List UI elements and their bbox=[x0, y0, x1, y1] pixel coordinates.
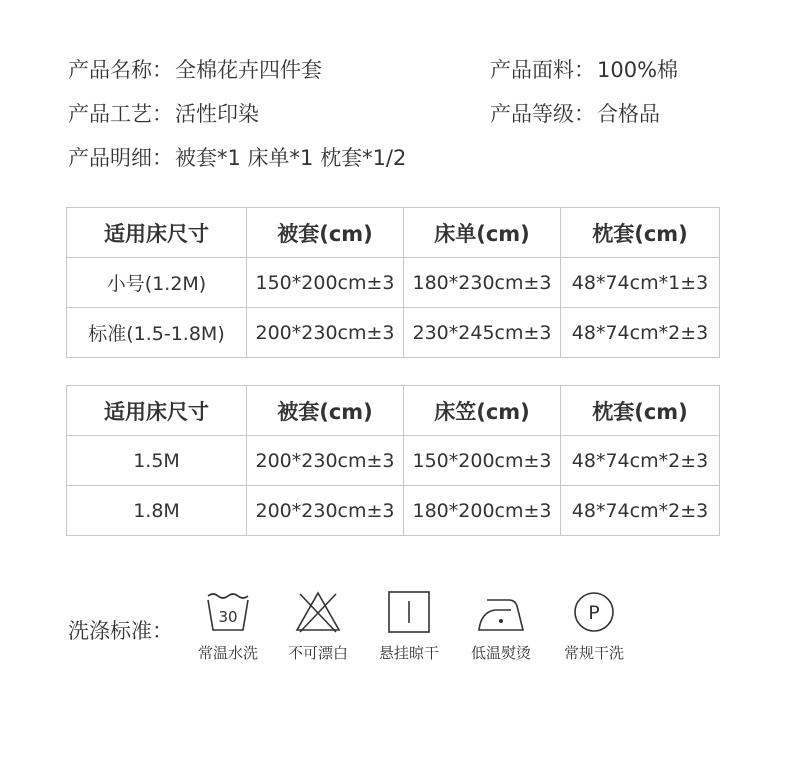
table-row bbox=[67, 486, 720, 536]
spec-name bbox=[68, 56, 322, 84]
wash-label: 常温水洗 bbox=[197, 644, 258, 662]
spec-label: 产品面料： bbox=[490, 58, 595, 82]
iron-low-icon bbox=[475, 590, 527, 634]
table-cell: 150*200cm±3 bbox=[404, 436, 561, 486]
wash-label: 不可漂白 bbox=[287, 644, 348, 662]
wash-title: 洗涤标准： bbox=[68, 619, 173, 643]
table-row bbox=[67, 308, 720, 358]
table-header-cell: 枕套(cm) bbox=[561, 386, 720, 436]
spec-label: 产品名称： bbox=[68, 58, 173, 82]
table-cell: 48*74cm*2±3 bbox=[561, 486, 720, 536]
table-cell: 48*74cm*2±3 bbox=[561, 308, 720, 358]
table-cell: 180*230cm±3 bbox=[404, 258, 561, 308]
wash-tub-30-icon bbox=[204, 590, 252, 634]
table-header-cell: 枕套(cm) bbox=[561, 208, 720, 258]
wash-item bbox=[369, 590, 449, 663]
spec-value: 100%棉 bbox=[597, 58, 679, 82]
spec-value: 被套*1 床单*1 枕套*1/2 bbox=[175, 146, 407, 170]
table-cell: 1.5M bbox=[67, 436, 247, 486]
table-cell: 200*230cm±3 bbox=[247, 308, 404, 358]
table-header-cell: 床笠(cm) bbox=[404, 386, 561, 436]
spec-grade bbox=[490, 100, 660, 128]
spec-value: 活性印染 bbox=[175, 102, 259, 126]
table-cell: 48*74cm*1±3 bbox=[561, 258, 720, 308]
wash-item bbox=[278, 590, 358, 663]
wash-item bbox=[461, 590, 541, 663]
table-header-cell: 被套(cm) bbox=[247, 208, 404, 258]
table-header-cell: 床单(cm) bbox=[404, 208, 561, 258]
spec-label: 产品等级： bbox=[490, 102, 595, 126]
table-cell: 230*245cm±3 bbox=[404, 308, 561, 358]
table-header-row bbox=[67, 386, 720, 436]
line-dry-icon bbox=[385, 590, 433, 634]
wash-label: 悬挂晾干 bbox=[378, 644, 439, 662]
wash-temp-text: 30 bbox=[218, 608, 238, 626]
wash-item bbox=[188, 590, 268, 663]
dry-clean-p-icon bbox=[570, 590, 618, 634]
table-cell: 150*200cm±3 bbox=[247, 258, 404, 308]
spec-value: 全棉花卉四件套 bbox=[175, 58, 322, 82]
spec-value: 合格品 bbox=[597, 102, 660, 126]
table-header-cell: 被套(cm) bbox=[247, 386, 404, 436]
do-not-bleach-icon bbox=[294, 590, 342, 634]
table-header-row bbox=[67, 208, 720, 258]
wash-item bbox=[554, 590, 634, 663]
spec-fabric bbox=[490, 56, 678, 84]
table-cell: 标准(1.5-1.8M) bbox=[67, 308, 247, 358]
table-cell: 小号(1.2M) bbox=[67, 258, 247, 308]
table-cell: 200*230cm±3 bbox=[247, 486, 404, 536]
table-cell: 48*74cm*2±3 bbox=[561, 436, 720, 486]
table-row bbox=[67, 436, 720, 486]
wash-label: 低温熨烫 bbox=[470, 644, 531, 662]
table-cell: 200*230cm±3 bbox=[247, 436, 404, 486]
table-row bbox=[67, 258, 720, 308]
table-cell: 180*200cm±3 bbox=[404, 486, 561, 536]
size-table-duvet-sheet bbox=[66, 207, 720, 358]
size-table-duvet-fitted bbox=[66, 385, 720, 536]
spec-details bbox=[68, 144, 406, 172]
dry-clean-letter: P bbox=[588, 602, 600, 624]
table-cell: 1.8M bbox=[67, 486, 247, 536]
wash-label: 常规干洗 bbox=[563, 644, 624, 662]
spec-label: 产品工艺： bbox=[68, 102, 173, 126]
table-header-cell: 适用床尺寸 bbox=[67, 208, 247, 258]
spec-label: 产品明细： bbox=[68, 146, 173, 170]
spec-process bbox=[68, 100, 259, 128]
table-header-cell: 适用床尺寸 bbox=[67, 386, 247, 436]
